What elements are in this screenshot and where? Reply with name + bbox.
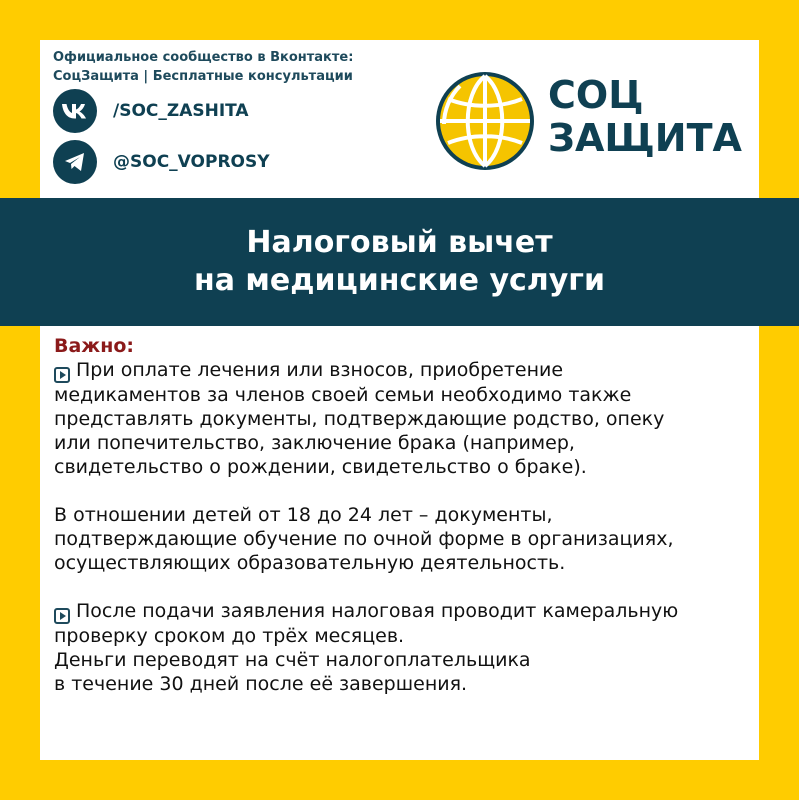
paragraph-3-line-3: Деньги переводят на счёт налогоплательщика [54,649,531,671]
play-icon [54,367,70,383]
paragraph-3-line-1 [54,599,759,624]
community-subtitle: СоцЗащита | Бесплатные консультации [53,69,353,84]
article-body [54,334,759,696]
telegram-icon [53,140,97,184]
banner-title-line-2: на медицинские услуги [193,263,606,298]
paragraph-1-line-4: или попечительство, заключение брака (например, [54,432,575,454]
vk-handle: /SOC_ZASHITA [113,101,249,121]
paragraph-2-line-2: подтверждающие обучение по очной форме в организациях, [54,528,674,550]
important-label: Важно: [54,335,134,357]
vk-link[interactable] [53,89,249,133]
globe-logo-icon [430,66,540,176]
telegram-link[interactable] [53,140,270,184]
brand-line-2: ЗАЩИТА [548,116,742,160]
title-banner [0,198,799,326]
community-title: Официальное сообщество в Вконтакте: [53,50,354,65]
paragraph-1-line-2: медикаментов за членов своей семьи необходимо также [54,384,632,406]
paragraph-2-line-1: В отношении детей от 18 до 24 лет – документы, [54,504,553,526]
vk-icon [53,89,97,133]
brand-line-1: СОЦ [548,73,644,117]
play-icon [54,608,70,624]
community-info [53,48,353,86]
telegram-handle: @SOC_VOPROSY [113,152,270,172]
paragraph-2-line-3: осуществляющих образовательную деятельность. [54,552,566,574]
paragraph-1-line-1 [54,358,759,383]
paragraph-1-line-5: свидетельство о рождении, свидетельство о браке). [54,456,587,478]
paragraph-3-line-4: в течение 30 дней после её завершения. [54,673,468,695]
paragraph-1-line-1-text: При оплате лечения или взносов, приобретение [76,359,564,381]
paragraph-3-line-2: проверку сроком до трёх месяцев. [54,625,405,647]
banner-title-line-1: Налоговый вычет [246,225,553,260]
paragraph-1-line-3: представлять документы, подтверждающие родство, опеку [54,408,665,430]
brand-name [548,74,742,160]
paragraph-3-line-1-text: После подачи заявления налоговая проводит камеральную [76,600,679,622]
